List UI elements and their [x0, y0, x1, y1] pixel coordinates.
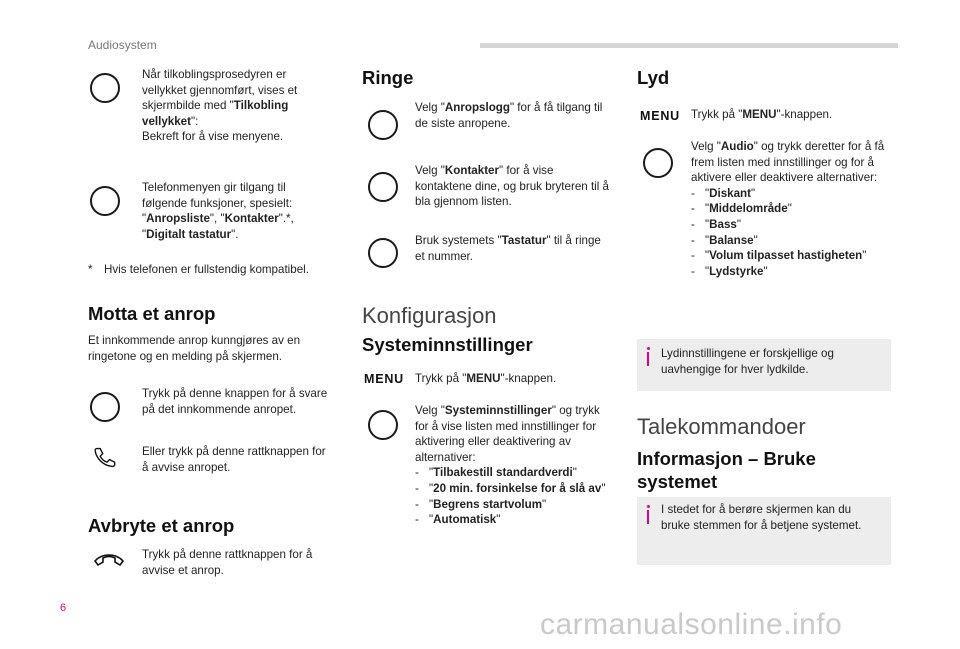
- list-item: - "Bass": [691, 217, 741, 231]
- touchscreen-button-icon: [368, 410, 398, 440]
- system-settings-text: Velg "Systeminnstillinger" og trykk for å vise listen med innstillinger for aktivering eller deaktivering av alternativer: - "Tilbakestill standardverdi" - "20 min. forsinkelse for å slå av" - "Begrens startvolum" - "Automatisk": [415, 403, 613, 528]
- audio-menu-text: Trykk på "MENU"-knappen.: [691, 108, 833, 121]
- header-divider: [480, 43, 898, 48]
- list-item: - "Diskant": [691, 186, 756, 200]
- touchscreen-button-icon: [368, 172, 398, 202]
- info-icon-bar: [647, 352, 649, 366]
- ringe-heading: Ringe: [362, 67, 414, 88]
- hang-up-icon: [92, 549, 126, 571]
- footnote-text: Hvis telefonen er fullstendig kompatibel.: [104, 263, 309, 276]
- menu-button-icon: MENU: [364, 372, 405, 386]
- touchscreen-button-icon: [90, 392, 120, 422]
- info-icon-bar: [647, 510, 649, 524]
- list-item: - "Volum tilpasset hastigheten": [691, 249, 867, 263]
- avbryte-heading: Avbryte et anrop: [88, 515, 235, 536]
- talekommandoer-heading: Talekommandoer: [637, 414, 806, 439]
- ringe-contacts-text: Velg "Kontakter" for å vise kontaktene dine, og bruk bryteren til å bla gjennom listen.: [415, 164, 609, 209]
- touchscreen-button-icon: [90, 73, 120, 103]
- motta-heading: Motta et anrop: [88, 303, 216, 324]
- touchscreen-button-icon: [368, 110, 398, 140]
- menu-button-icon: MENU: [640, 109, 681, 123]
- ringe-call-log-text: Velg "Anropslogg" for å få tilgang til de siste anropene.: [415, 101, 603, 130]
- info-note-box: [637, 339, 891, 391]
- audio-settings-text: Velg "Audio" og trykk deretter for å få frem listen med innstillinger og for å aktivere eller deaktivere alternativer: - "Diskant" - "Middelområde" - "Bass" - "Balanse" - "Volum tilpasset hastigheten" - "Lydstyrke": [691, 139, 891, 279]
- systeminnstillinger-heading: Systeminnstillinger: [362, 334, 533, 355]
- motta-intro: Et innkommende anrop kunngjøres av en ringetone og en melding på skjermen.: [88, 334, 301, 363]
- info-note-text: I stedet for å berøre skjermen kan du bruke stemmen for å betjene systemet.: [661, 503, 862, 532]
- lyd-heading: Lyd: [637, 67, 670, 88]
- list-item: - "Begrens startvolum": [415, 497, 547, 511]
- connection-success-text: Når tilkoblingsprosedyren er vellykket gjennomført, vises et skjermbilde med "Tilkobling vellykket": Bekreft for å vise menyene.: [142, 68, 298, 144]
- touchscreen-button-icon: [90, 186, 120, 216]
- list-item: - "Automatisk": [415, 513, 501, 527]
- list-item: - "Balanse": [691, 233, 758, 247]
- list-item: - "Tilbakestill standardverdi": [415, 466, 577, 480]
- phone-handset-icon: [90, 446, 120, 470]
- watermark: carmanualsonline.info: [540, 608, 843, 641]
- reject-call-text: Eller trykk på denne rattknappen for å avvise anropet.: [142, 445, 326, 474]
- touchscreen-button-icon: [643, 148, 673, 178]
- list-item: - "Middelområde": [691, 202, 792, 216]
- konfigurasjon-heading: Konfigurasjon: [362, 303, 497, 328]
- list-item: - "20 min. forsinkelse for å slå av": [415, 481, 606, 495]
- ringe-keypad-text: Bruk systemets "Tastatur" til å ringe et nummer.: [415, 234, 601, 263]
- answer-call-text: Trykk på denne knappen for å svare på det innkommende anropet.: [142, 387, 328, 416]
- informasjon-heading: Informasjon – Bruke systemet: [637, 448, 816, 492]
- info-icon: [647, 347, 650, 350]
- touchscreen-button-icon: [368, 238, 398, 268]
- system-menu-text: Trykk på "MENU"-knappen.: [415, 372, 557, 385]
- end-call-text: Trykk på denne rattknappen for å avvise et anrop.: [142, 548, 313, 577]
- phone-menu-text: Telefonmenyen gir tilgang til følgende funksjoner, spesielt: "Anropsliste", "Kontakter".*, "Digitalt tastatur".: [142, 181, 294, 241]
- page-number: 6: [60, 602, 67, 614]
- footnote-star: *: [88, 263, 93, 276]
- header-section-title: Audiosystem: [88, 38, 157, 52]
- info-icon: [647, 505, 650, 508]
- info-note-box: [637, 497, 891, 565]
- info-note-text: Lydinnstillingene er forskjellige og uavhengige for hver lydkilde.: [661, 347, 834, 376]
- list-item: - "Lydstyrke": [691, 264, 768, 278]
